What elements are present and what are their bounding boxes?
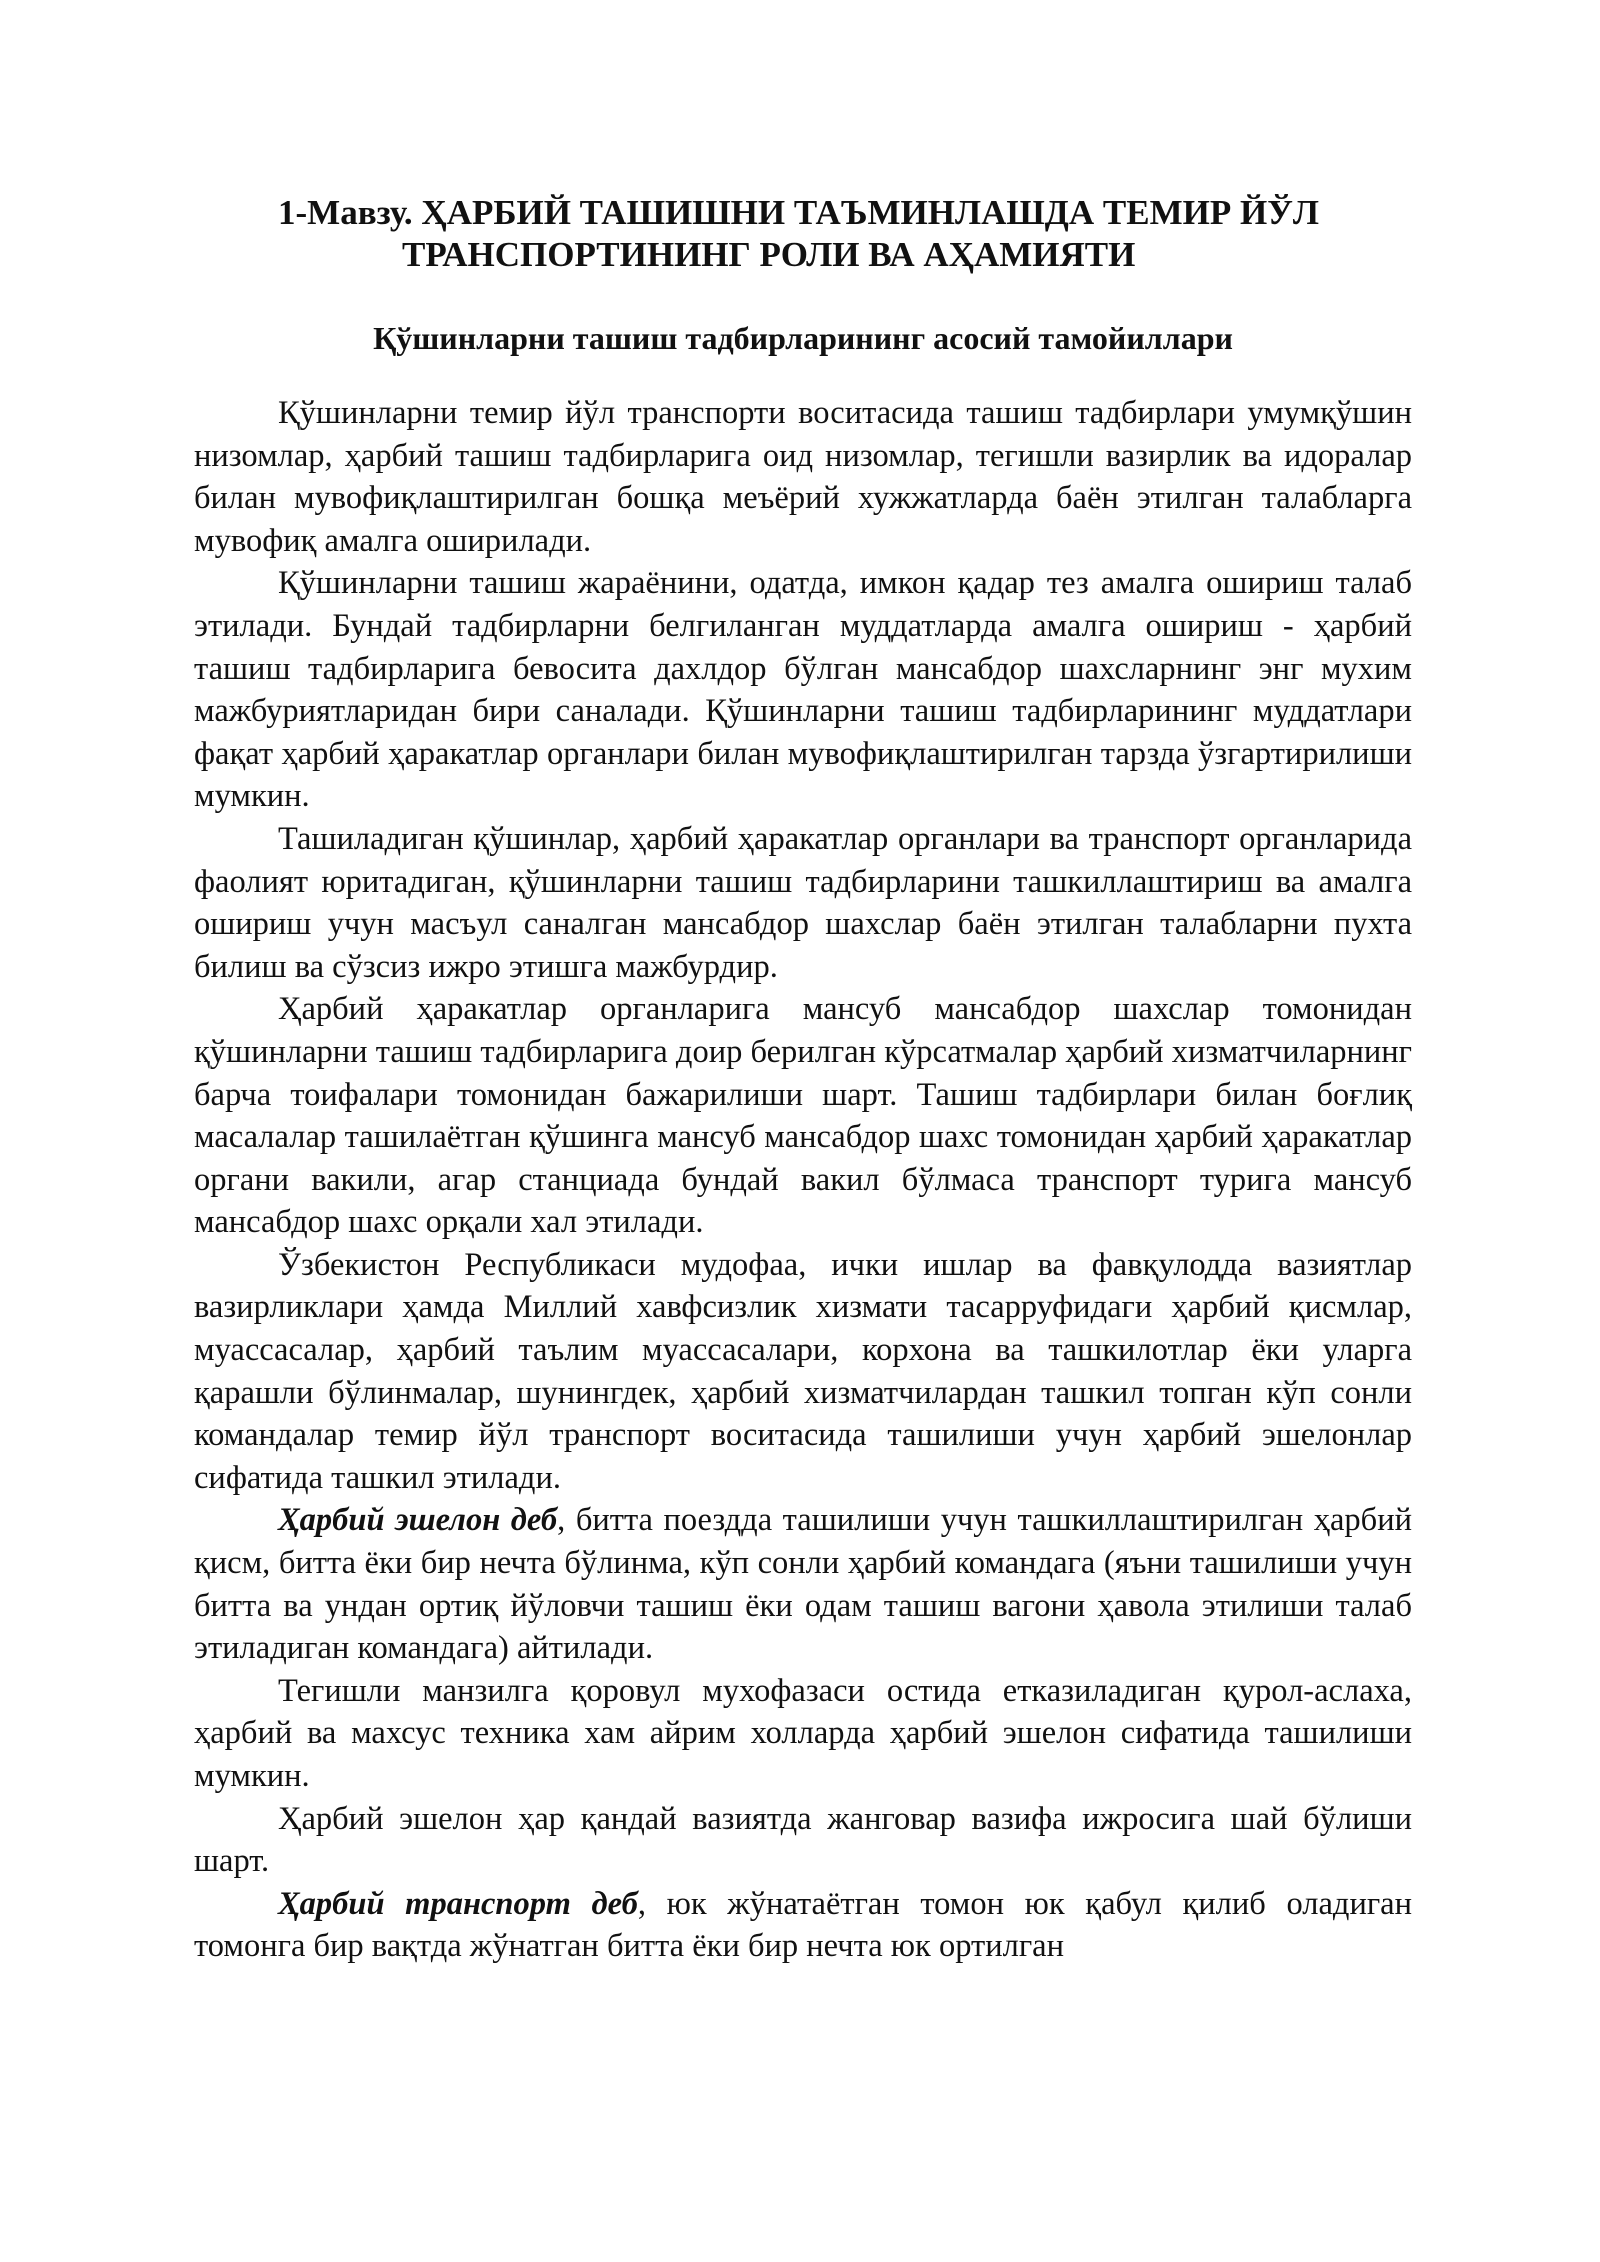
term-military-echelon: Ҳарбий эшелон деб xyxy=(278,1502,558,1539)
paragraph-text: Ҳарбий ҳаракатлар органларига мансуб мансабдор шахслар томонидан қўшинларни ташиш тадбирларига доир берилган кўрсатмалар ҳарбий хизматчиларнинг барча тоифалари томонидан бажарилиши шарт. Ташиш тадбирлари билан боғлиқ масалалар ташилаётган қўшинга мансуб мансабдор шахс томонидан ҳарбий ҳаракатлар органи вакили, агар станциада бундай вакил бўлмаса транспорт турига мансуб мансабдор шахс орқали хал этилади. xyxy=(194,991,1412,1241)
paragraph-text: Ўзбекистон Республикаси мудофаа, ички ишлар ва фавқулодда вазиятлар вазирликлари ҳамда Миллий хавфсизлик хизмати тасарруфидаги ҳарбий қисмлар, муассасалар, ҳарбий таълим муассасалари, корхона ва ташкилотлар ёки уларга қарашли бўлинмалар, шунингдек, ҳарбий хизматчилардан ташкил топган кўп сонли командалар темир йўл транспорт воситасида ташилиши учун ҳарбий эшелонлар сифатида ташкил этилади. xyxy=(194,1246,1412,1496)
paragraph-3 xyxy=(194,818,1412,988)
paragraph-text: , битта поездда ташилиши учун ташкиллаштирилган ҳарбий қисм, битта ёки бир нечта бўлинма, кўп сонли ҳарбий командага (яъни ташилиши учун битта ва ундан ортиқ йўловчи ташиш ёки одам ташиш вагони ҳавола этилиши талаб этиладиган командага) айтилади. xyxy=(194,1502,1412,1667)
document-title xyxy=(194,192,1412,276)
paragraph-text: Ҳарбий эшелон ҳар қандай вазиятда жанговар вазифа ижросига шай бўлиши шарт. xyxy=(194,1800,1412,1880)
paragraph-5 xyxy=(194,1244,1412,1500)
title-line-1: 1-Мавзу. ҲАРБИЙ ТАШИШНИ ТАЪМИНЛАШДА ТЕМИР ЙЎЛ xyxy=(278,193,1319,232)
paragraph-text: Тегишли манзилга қоровул мухофазаси остида етказиладиган қурол-аслаха, ҳарбий ва махсус техника хам айрим холларда ҳарбий эшелон сифатида ташилиши мумкин. xyxy=(194,1672,1412,1794)
paragraph-text: Қўшинларни темир йўл транспорти воситасида ташиш тадбирлари умумқўшин низомлар, ҳарбий ташиш тадбирларига оид низомлар, тегишли вазирлик ва идоралар билан мувофиқлаштирилган бошқа меъёрий хужжатларда баён этилган талабларга мувофиқ амалга оширилади. xyxy=(194,395,1412,559)
document-content xyxy=(194,192,1412,1968)
section-subtitle: Қўшинларни ташиш тадбирларининг асосий тамойиллари xyxy=(373,320,1233,356)
paragraph-8 xyxy=(194,1798,1412,1883)
paragraph-2 xyxy=(194,562,1412,818)
paragraph-6-definition xyxy=(194,1499,1412,1669)
term-military-transport: Ҳарбий транспорт деб xyxy=(278,1885,638,1922)
title-line-2: ТРАНСПОРТИНИНГ РОЛИ ВА АҲАМИЯТИ xyxy=(402,235,1136,274)
paragraph-1 xyxy=(194,392,1412,562)
paragraph-text: Қўшинларни ташиш жараёнини, одатда, имкон қадар тез амалга ошириш талаб этилади. Бундай тадбирларни белгиланган муддатларда амалга ошириш - ҳарбий ташиш тадбирларига бевосита дахлдор бўлган мансабдор шахсларнинг энг мухим мажбуриятларидан бири саналади. Қўшинларни ташиш тадбирларининг муддатлари фақат ҳарбий ҳаракатлар органлари билан мувофиқлаштирилган тарзда ўзгартирилиши мумкин. xyxy=(194,565,1412,815)
paragraph-text: Ташиладиган қўшинлар, ҳарбий ҳаракатлар органлари ва транспорт органларида фаолият юритадиган, қўшинларни ташиш тадбирларини ташкиллаштириш ва амалга ошириш учун масъул саналган мансабдор шахслар баён этилган талабларни пухта билиш ва сўзсиз ижро этишга мажбурдир. xyxy=(194,820,1412,985)
paragraph-7 xyxy=(194,1670,1412,1798)
paragraph-9-definition xyxy=(194,1883,1412,1968)
paragraph-text: , юк жўнатаётган томон юк қабул қилиб оладиган томонга бир вақтда жўнатган битта ёки бир нечта юк ортилган xyxy=(194,1885,1412,1965)
paragraph-4 xyxy=(194,988,1412,1244)
